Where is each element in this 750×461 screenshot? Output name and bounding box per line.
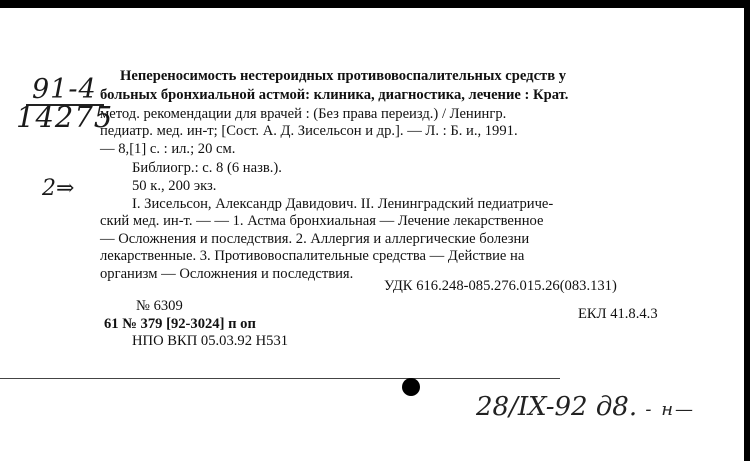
card-number: № 6309 [136, 298, 183, 314]
handwritten-date-text: 28/IX-92 д8. [476, 392, 638, 422]
entry-line-5: — 8,[1] с. : ил.; 20 см. [100, 141, 236, 157]
subjects-line-4: лекарственные. 3. Противовоспалительные средства — Действие на [100, 248, 525, 264]
handwritten-date [476, 392, 695, 422]
entry-line-4: педиатр. мед. ин-т; [Сост. А. Д. Зисельсон и др.]. — Л. : Б. и., 1991. [100, 123, 518, 139]
handwritten-call-number-bottom: 14275 [16, 100, 114, 134]
subjects-line-3: — Осложнения и последствия. 2. Аллергия и аллергические болезни [100, 231, 530, 247]
card-right-edge [744, 0, 750, 461]
subjects-line-2: ский мед. ин-т. — — 1. Астма бронхиальная — Лечение лекарственное [100, 213, 544, 229]
entry-line-3: метод. рекомендации для врачей : (Без права переизд.) / Ленингр. [100, 106, 507, 122]
copies-note: 50 к., 200 экз. [132, 178, 217, 194]
card-divider-line [0, 378, 560, 379]
subjects-line-1: I. Зисельсон, Александр Давидович. II. Ленинградский педиатриче- [132, 196, 554, 212]
punch-hole [402, 378, 420, 396]
entry-title-line-2: больных бронхиальной астмой: клиника, диагностика, лечение : Крат. [100, 87, 569, 103]
card-top-edge [0, 0, 750, 8]
ekl-code: ЕКЛ 41.8.4.3 [578, 306, 658, 322]
handwritten-mark: 2⇒ [42, 176, 75, 201]
subjects-line-5: организм — Осложнения и последствия. [100, 266, 354, 282]
bibliography-note: Библиогр.: с. 8 (6 назв.). [132, 160, 282, 176]
npo-info: НПО ВКП 05.03.92 Н531 [132, 333, 289, 349]
udk-code: УДК 616.248-085.276.015.26(083.131) [384, 278, 617, 294]
handwritten-scribble: - н— [645, 399, 696, 420]
handwritten-call-number-top: 91-4 [32, 74, 97, 105]
order-info: 61 № 379 [92-3024] п оп [104, 316, 256, 332]
entry-title-line-1: Непереносимость нестероидных противовоспалительных средств у [120, 68, 567, 84]
